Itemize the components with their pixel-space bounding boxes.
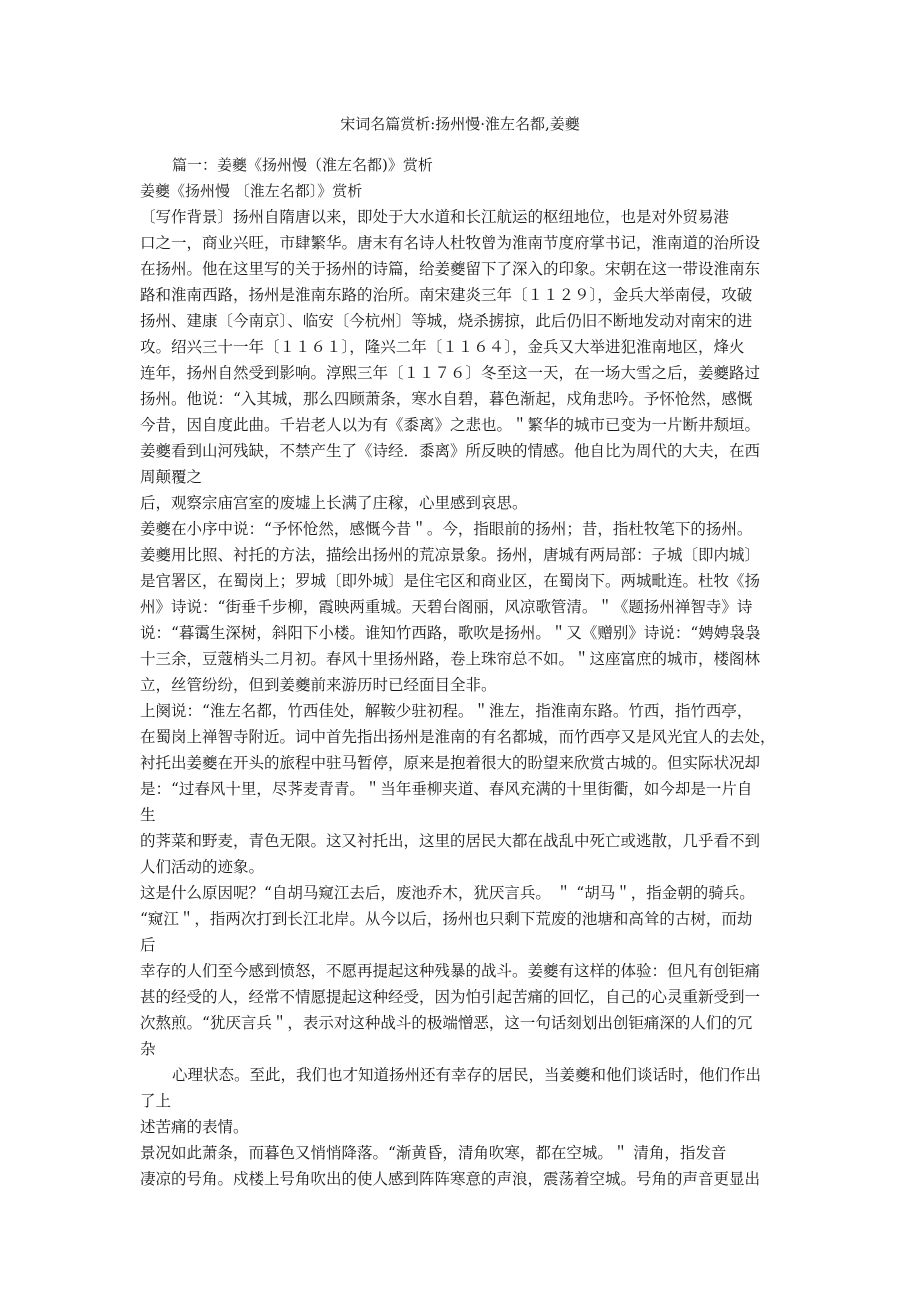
document-body [140, 152, 800, 1192]
text-line: 后 [140, 936, 156, 954]
text-line: 了上 [140, 1092, 172, 1110]
text-line: 姜夔在小序中说：“予怀怆然，感慨今昔＂。今，指眼前的扬州；昔，指杜牧笔下的扬州。 [140, 520, 753, 538]
text-line: 后，观察宗庙宫室的废墟上长满了庄稼，心里感到哀思。 [140, 494, 528, 512]
text-line: 是官署区，在蜀岗上；罗城〔即外城〕是住宅区和商业区，在蜀岗下。两城毗连。杜牧《扬 [140, 572, 761, 590]
text-line: 衬托出姜夔在开头的旅程中驻马暂停，原来是抱着很大的盼望来欣赏古城的。但实际状况却 [140, 754, 761, 772]
text-line: 州》诗说：“街垂千步柳，霞映两重城。天碧台阁丽，风凉歌管清。＂《题扬州禅智寺》诗 [140, 598, 753, 616]
text-line: 扬州。他说：“入其城，那么四顾萧条，寒水自碧，暮色渐起，戍角悲吟。予怀怆然，感慨 [140, 390, 753, 408]
text-line: 人们活动的迹象。 [140, 858, 265, 876]
text-line: 说：“暮霭生深树，斜阳下小楼。谁知竹西路，歌吹是扬州。＂又《赠别》诗说：“娉娉袅袅 [140, 624, 761, 642]
text-line: 〔写作背景〕扬州自隋唐以来，即处于大水道和长江航运的枢纽地位，也是对外贸易港 [140, 208, 730, 226]
text-line: 路和淮南西路，扬州是淮南东路的治所。南宋建炎三年〔１１２９〕，金兵大举南侵，攻破 [140, 286, 753, 304]
text-line: 次熬煎。“犹厌言兵＂，表示对这种战斗的极端憎恶，这一句话刻划出创钜痛深的人们的冗 [140, 1014, 753, 1032]
text-line: 心理状态。至此，我们也才知道扬州还有幸存的居民，当姜夔和他们谈话时，他们作出 [172, 1066, 762, 1084]
sub-heading: 姜夔《扬州慢 〔淮左名都〕》赏析 [140, 182, 363, 200]
text-line: 景况如此萧条，而暮色又悄悄降落。“渐黄昏，清角吹寒，都在空城。＂ 清角，指发音 [140, 1144, 727, 1162]
text-line: 的荠菜和野麦，青色无限。这又衬托出，这里的居民大都在战乱中死亡或逃散，几乎看不到 [140, 832, 761, 850]
text-line: 这是什么原因呢？“自胡马窥江去后，废池乔木，犹厌言兵。 ＂ “胡马＂，指金朝的骑兵。 [140, 884, 755, 902]
text-line: 立，丝管纷纷，但到姜夔前来游历时已经面目全非。 [140, 676, 497, 694]
text-line: 在蜀岗上禅智寺附近。词中首先指出扬州是淮南的有名都城，而竹西亭又是风光宜人的去处， [140, 728, 776, 746]
text-line: 周颠覆之 [140, 468, 203, 486]
text-line: 上阕说：“淮左名都，竹西佳处，解鞍少驻初程。＂淮左，指淮南东路。竹西，指竹西亭， [140, 702, 753, 720]
text-line: 述苦痛的表情。 [140, 1118, 249, 1136]
text-line: 杂 [140, 1040, 156, 1058]
text-line: 生 [140, 806, 156, 824]
text-line: 在扬州。他在这里写的关于扬州的诗篇，给姜夔留下了深入的印象。宋朝在这一带设淮南东 [140, 260, 761, 278]
text-line: 口之一，商业兴旺，市肆繁华。唐末有名诗人杜牧曾为淮南节度府掌书记，淮南道的治所设 [140, 234, 761, 252]
text-line: 连年，扬州自然受到影响。淳熙三年〔１１７６〕冬至这一天，在一场大雪之后，姜夔路过 [140, 364, 761, 382]
text-line: 是：“过春风十里，尽荠麦青青。＂当年垂柳夹道、春风充满的十里街衢，如今却是一片自 [140, 780, 753, 798]
text-line: 甚的经受的人，经常不情愿提起这种经受，因为怕引起苦痛的回忆，自己的心灵重新受到一 [140, 988, 761, 1006]
text-line: 今昔，因自度此曲。千岩老人以为有《黍离》之悲也。＂繁华的城市已变为一片断井颓垣。 [140, 416, 761, 434]
text-line: 十三余，豆蔻梢头二月初。春风十里扬州路，卷上珠帘总不如。＂这座富庶的城市，楼阁林 [140, 650, 761, 668]
text-line: 凄凉的号角。戍楼上号角吹出的使人感到阵阵寒意的声浪，震荡着空城。号角的声音更显出 [140, 1170, 761, 1188]
text-line: 扬州、建康〔今南京〕、临安〔今杭州〕等城，烧杀掳掠，此后仍旧不断地发动对南宋的进 [140, 312, 753, 330]
text-line: 姜夔用比照、衬托的方法，描绘出扬州的荒凉景象。扬州，唐城有两局部：子城〔即内城〕 [140, 546, 761, 564]
text-line: 攻。绍兴三十一年〔１１６１〕，隆兴二年〔１１６４〕，金兵又大举进犯淮南地区，烽火 [140, 338, 745, 356]
text-line: 幸存的人们至今感到愤怒，不愿再提起这种残暴的战斗。姜夔有这样的体验：但凡有创钜痛 [140, 962, 761, 980]
text-line: 姜夔看到山河残缺，不禁产生了《诗经．黍离》所反映的情感。他自比为周代的大夫，在西 [140, 442, 761, 460]
text-line: “窥江＂，指两次打到长江北岸。从今以后，扬州也只剩下荒废的池塘和高耸的古树，而劫 [140, 910, 753, 928]
section-heading: 篇一：姜夔《扬州慢（淮左名都)》赏析 [172, 156, 433, 174]
document-title: 宋词名篇赏析:扬州慢·淮左名都,姜夔 [340, 115, 580, 133]
